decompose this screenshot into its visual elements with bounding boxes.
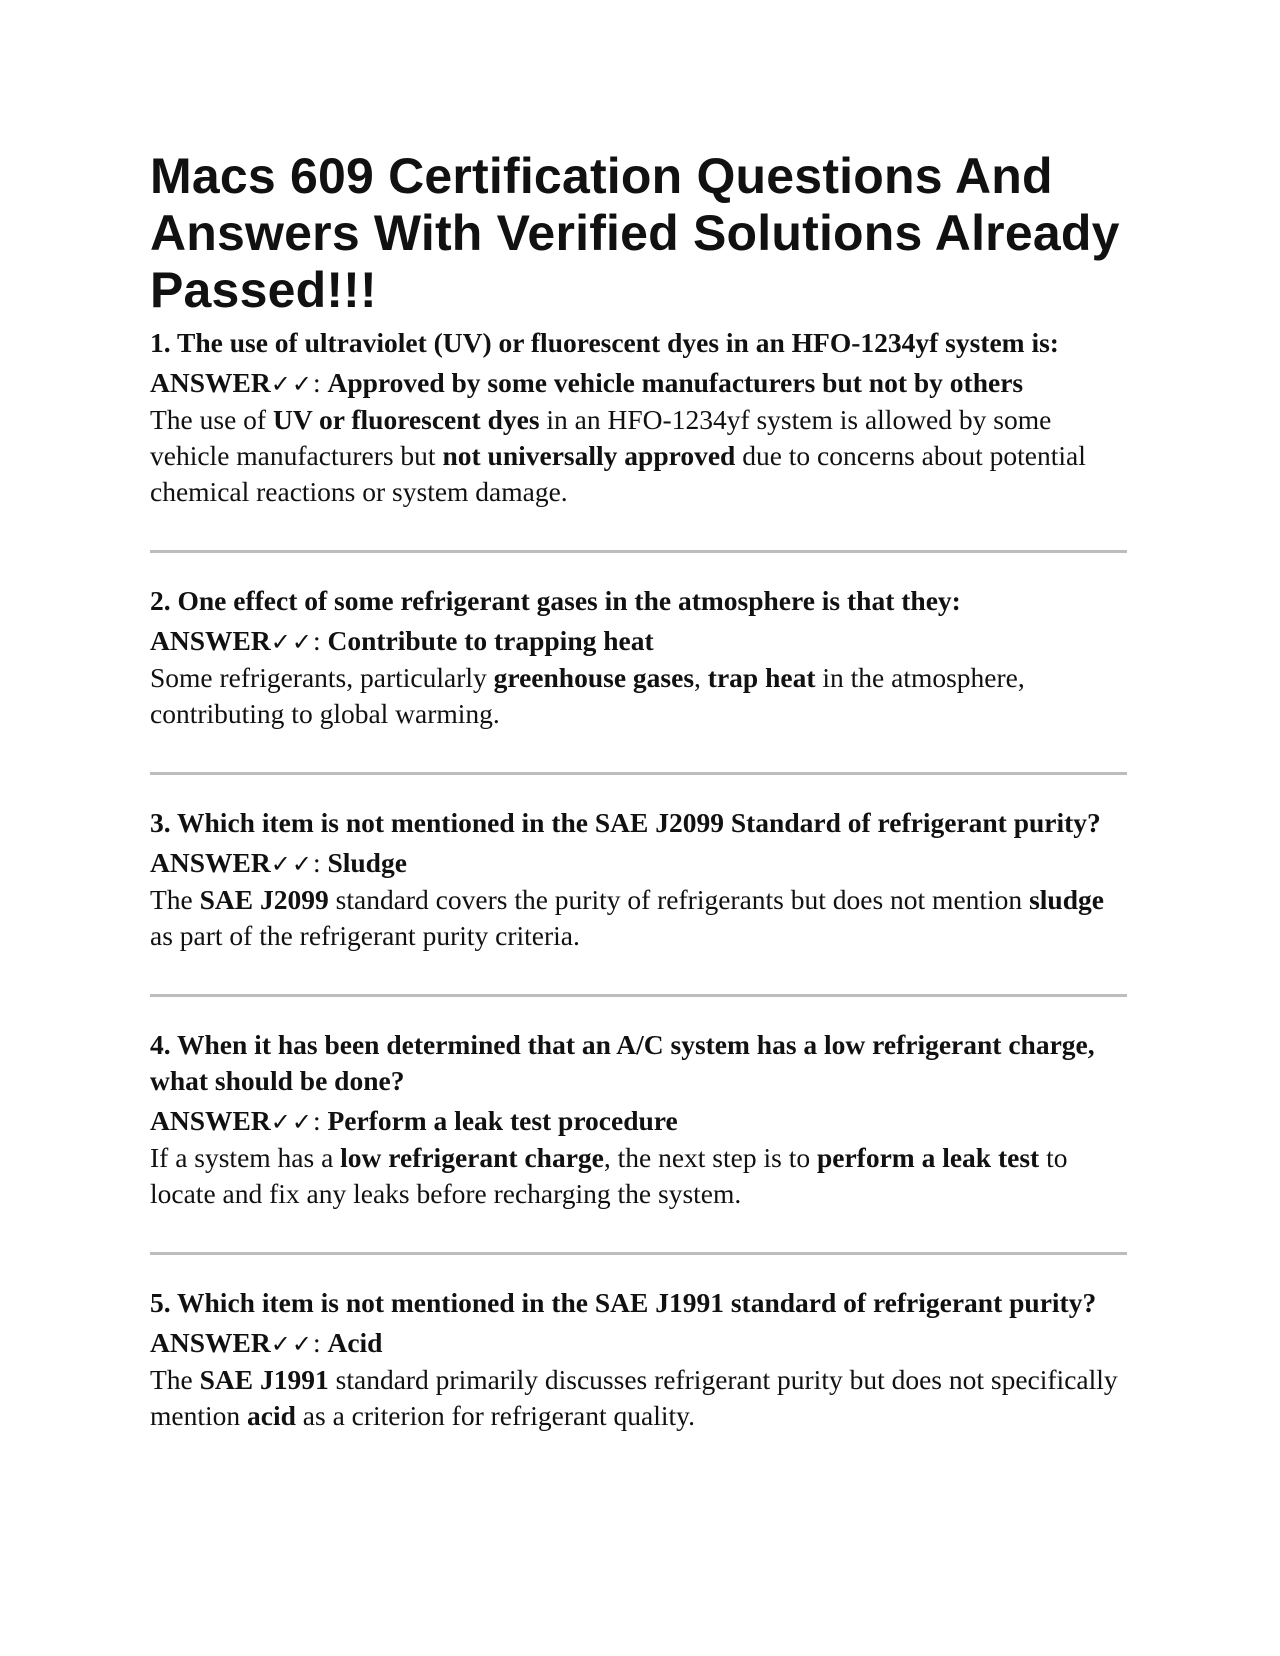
answer-line xyxy=(150,845,1125,882)
emphasis-text: SAE J2099 xyxy=(199,884,329,915)
question-text: 5. Which item is not mentioned in the SAE J1991 standard of refrigerant purity? xyxy=(150,1287,1097,1318)
text-run: standard primarily discusses refrigerant purity but does not specifically mention xyxy=(150,1364,1118,1431)
emphasis-text: acid xyxy=(247,1400,296,1431)
answer-text: Contribute to trapping heat xyxy=(327,625,654,656)
emphasis-text: UV or fluorescent dyes xyxy=(272,404,540,435)
text-run: to locate and fix any leaks before recharging the system. xyxy=(150,1142,1068,1209)
check-mark-icon: ✓✓ xyxy=(270,1330,313,1358)
answer-prefix: ANSWER xyxy=(150,1105,271,1136)
text-run: as a criterion for refrigerant quality. xyxy=(295,1400,695,1431)
emphasis-text: low refrigerant charge xyxy=(340,1142,604,1173)
answer-line xyxy=(150,1103,1125,1140)
answer-prefix: ANSWER xyxy=(150,847,271,878)
emphasis-text: not universally approved xyxy=(442,440,736,471)
answer-colon: : xyxy=(312,625,321,656)
emphasis-text: trap heat xyxy=(707,662,816,693)
explanation-text xyxy=(150,1140,1125,1212)
question-text: 1. The use of ultraviolet (UV) or fluorescent dyes in an HFO-1234yf system is: xyxy=(150,327,1059,358)
qa-list xyxy=(150,325,1125,1434)
text-run: in an HFO-1234yf system is allowed by some vehicle manufacturers but xyxy=(150,404,1052,471)
text-run: in the atmosphere, contributing to global warming. xyxy=(150,662,1025,729)
divider xyxy=(150,1252,1127,1255)
answer-prefix: ANSWER xyxy=(150,625,271,656)
page-title: Macs 609 Certification Questions And Answers With Verified Solutions Already Passed!!! xyxy=(150,148,1120,318)
text-run: as part of the refrigerant purity criteria. xyxy=(150,920,580,951)
divider xyxy=(150,550,1127,553)
answer-text: Approved by some vehicle manufacturers but not by others xyxy=(327,367,1024,398)
answer-colon: : xyxy=(312,367,321,398)
qa-item xyxy=(150,1027,1125,1212)
qa-item xyxy=(150,583,1125,732)
answer-prefix: ANSWER xyxy=(150,367,271,398)
text-run: due to concerns about potential chemical reactions or system damage. xyxy=(150,440,1086,507)
answer-prefix: ANSWER xyxy=(150,1327,271,1358)
check-mark-icon: ✓✓ xyxy=(270,370,313,398)
qa-item xyxy=(150,1285,1125,1434)
question-text: 2. One effect of some refrigerant gases in the atmosphere is that they: xyxy=(150,585,961,616)
explanation-text xyxy=(150,882,1125,954)
explanation-text xyxy=(150,660,1125,732)
answer-text: Perform a leak test procedure xyxy=(327,1105,678,1136)
answer-colon: : xyxy=(312,1327,321,1358)
check-mark-icon: ✓✓ xyxy=(270,628,313,656)
explanation-text xyxy=(150,1362,1125,1434)
text-run: Some refrigerants, particularly xyxy=(150,662,494,693)
emphasis-text: greenhouse gases xyxy=(493,662,695,693)
text-run: , xyxy=(694,662,708,693)
explanation-text xyxy=(150,402,1125,510)
answer-line xyxy=(150,365,1125,402)
qa-item xyxy=(150,325,1125,510)
emphasis-text: SAE J1991 xyxy=(199,1364,329,1395)
answer-colon: : xyxy=(312,1105,321,1136)
text-run: , the next step is to xyxy=(603,1142,817,1173)
question-text: 3. Which item is not mentioned in the SAE J2099 Standard of refrigerant purity? xyxy=(150,807,1101,838)
text-run: The xyxy=(150,1364,200,1395)
check-mark-icon: ✓✓ xyxy=(270,1108,313,1136)
question-text: 4. When it has been determined that an A/C system has a low refrigerant charge, what should be done? xyxy=(150,1029,1095,1096)
check-mark-icon: ✓✓ xyxy=(270,850,313,878)
divider xyxy=(150,772,1127,775)
emphasis-text: perform a leak test xyxy=(816,1142,1040,1173)
document-page xyxy=(150,148,1125,1434)
text-run: If a system has a xyxy=(150,1142,341,1173)
answer-text: Acid xyxy=(327,1327,383,1358)
answer-text: Sludge xyxy=(327,847,407,878)
text-run: The xyxy=(150,884,200,915)
emphasis-text: sludge xyxy=(1029,884,1104,915)
divider xyxy=(150,994,1127,997)
answer-line xyxy=(150,623,1125,660)
answer-colon: : xyxy=(312,847,321,878)
text-run: The use of xyxy=(150,404,273,435)
qa-item xyxy=(150,805,1125,954)
text-run: standard covers the purity of refrigerants but does not mention xyxy=(328,884,1030,915)
answer-line xyxy=(150,1325,1125,1362)
